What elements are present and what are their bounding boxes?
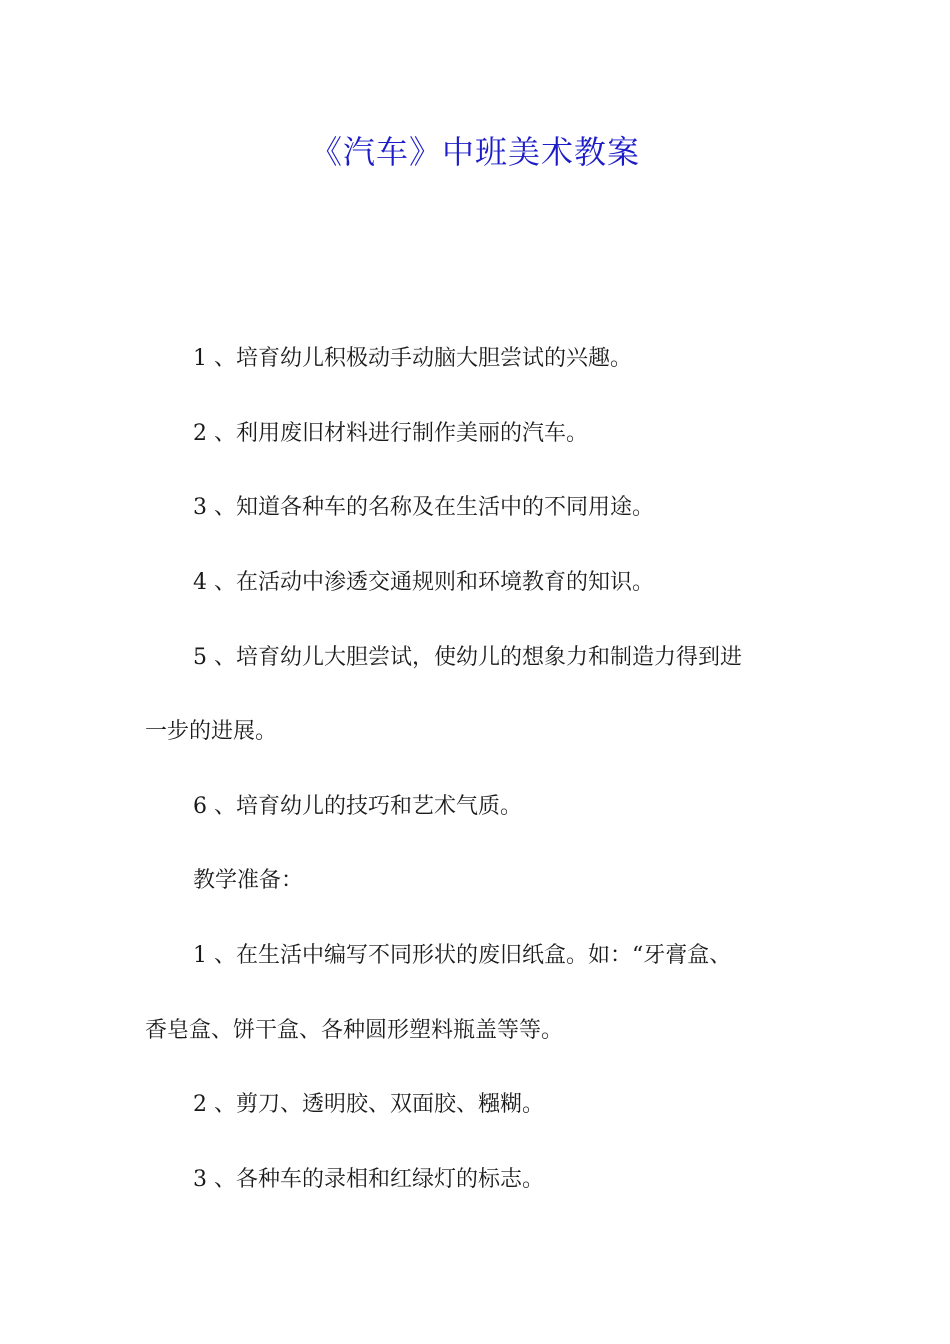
document-title: 《汽车》中班美术教案 bbox=[309, 133, 640, 171]
paragraph-line: 一步的进展。 bbox=[145, 719, 278, 744]
paragraph-line: 5 、培育幼儿大胆尝试，使幼儿的想象力和制造力得到进 bbox=[193, 645, 742, 670]
paragraph-line: 1 、培育幼儿积极动手动脑大胆尝试的兴趣。 bbox=[193, 346, 632, 371]
paragraph-line: 4 、在活动中渗透交通规则和环境教育的知识。 bbox=[193, 570, 654, 595]
section-heading: 教学准备： bbox=[193, 868, 304, 893]
paragraph-line: 1 、在生活中编写不同形状的废旧纸盒。如：“牙膏盒、 bbox=[193, 943, 732, 968]
paragraph-line: 2 、剪刀、透明胶、双面胶、糨糊。 bbox=[193, 1092, 544, 1117]
paragraph-line: 3 、各种车的录相和红绿灯的标志。 bbox=[193, 1167, 544, 1192]
paragraph-line: 2 、利用废旧材料进行制作美丽的汽车。 bbox=[193, 421, 588, 446]
paragraph-line: 6 、培育幼儿的技巧和艺术气质。 bbox=[193, 794, 522, 819]
paragraph-line: 香皂盒、饼干盒、各种圆形塑料瓶盖等等。 bbox=[145, 1018, 564, 1043]
paragraph-line: 3 、知道各种车的名称及在生活中的不同用途。 bbox=[193, 495, 654, 520]
